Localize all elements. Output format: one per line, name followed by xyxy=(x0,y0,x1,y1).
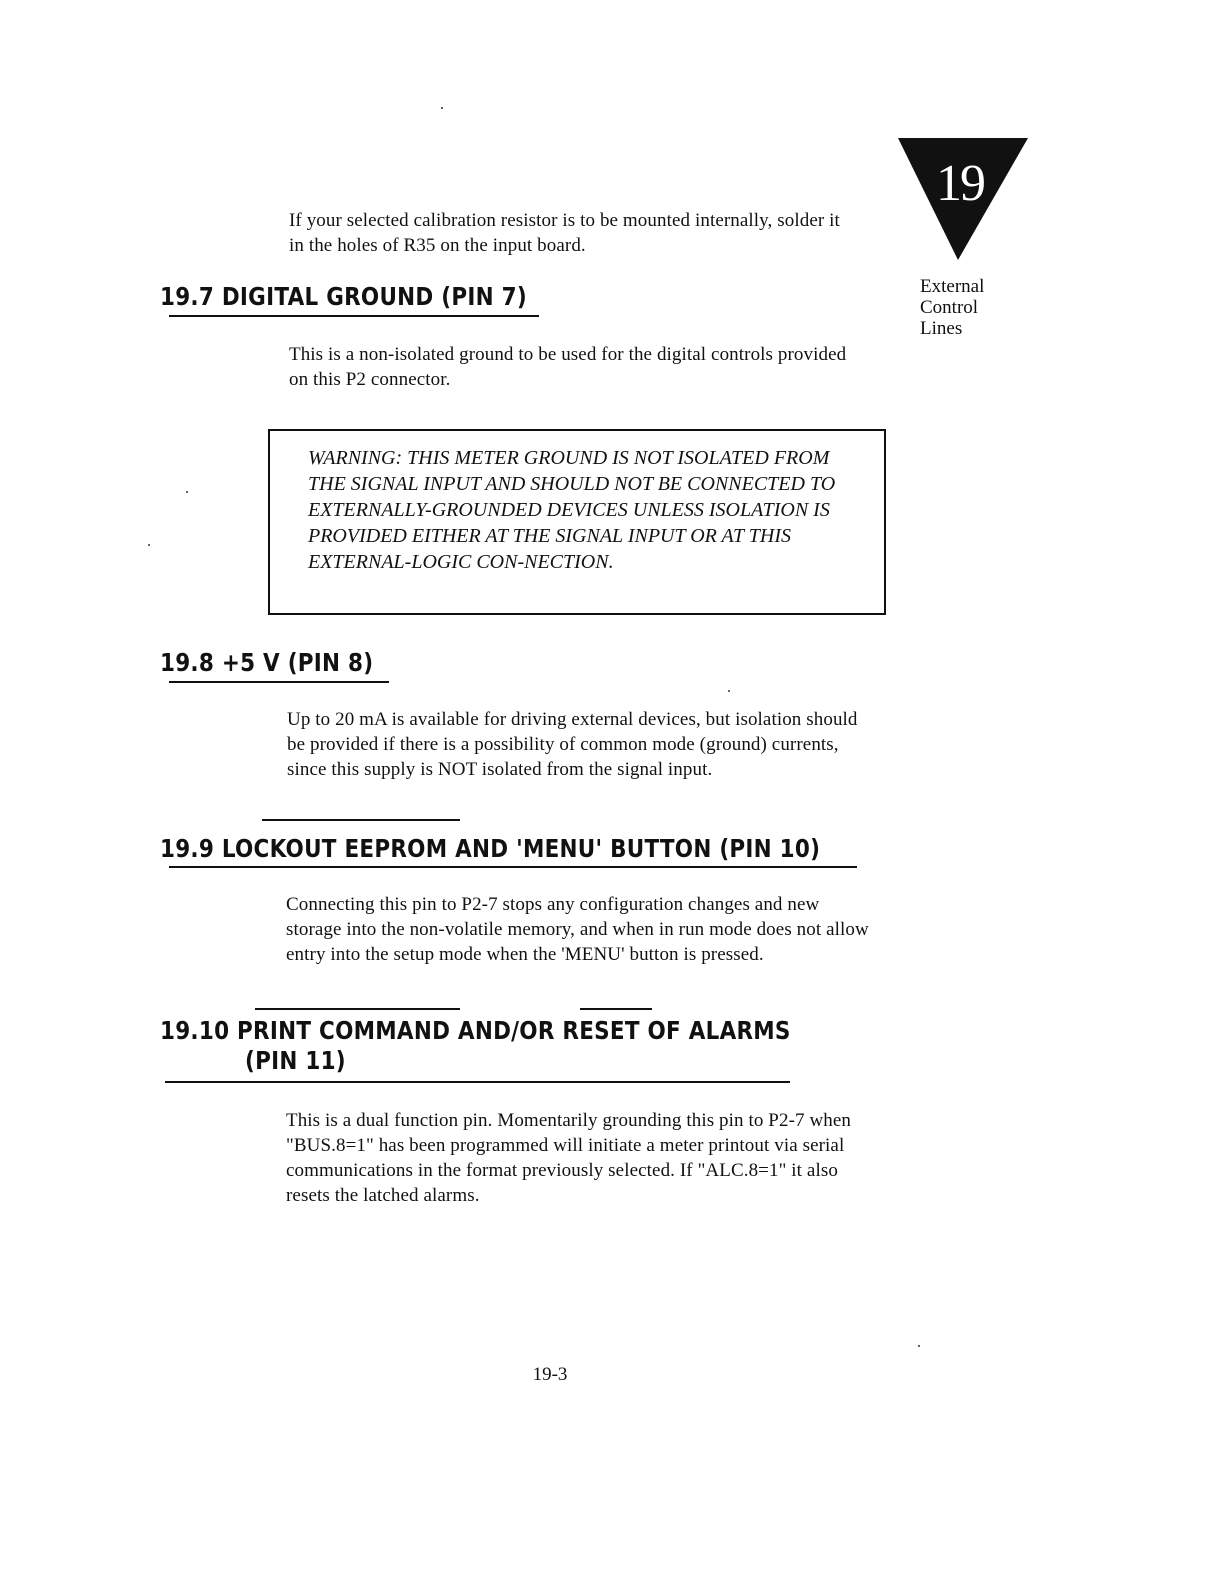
warning-box xyxy=(268,429,886,615)
scan-speck xyxy=(148,544,150,546)
heading-underline xyxy=(165,1081,790,1083)
section-paragraph-19-10: This is a dual function pin. Momentarily grounding this pin to P2-7 when "BUS.8=1" has been programmed will initiate a meter printout via serial communications in the format previously selected. If "ALC.8=1" it also resets the latched alarms. xyxy=(286,1110,852,1206)
section-heading-19-10: 19.10 PRINT COMMAND AND/OR RESET OF ALARMS xyxy=(160,1016,791,1045)
scan-speck xyxy=(728,690,730,692)
chapter-title-line: Control xyxy=(920,297,979,318)
overline-rule xyxy=(580,1008,652,1010)
section-paragraph-19-9: Connecting this pin to P2-7 stops any configuration changes and new storage into the non-volatile memory, and when in run mode does not allow entry into the setup mode when the 'MENU' button is pressed. xyxy=(286,894,869,965)
heading-underline xyxy=(169,681,389,683)
scan-speck xyxy=(918,1345,920,1347)
section-heading-19-7: 19.7 DIGITAL GROUND (PIN 7) xyxy=(160,282,527,311)
scan-speck xyxy=(186,491,188,493)
overline-rule xyxy=(255,1008,460,1010)
intro-paragraph: If your selected calibration resistor is to be mounted internally, solder it in the holes of R35 on the input board. xyxy=(289,210,840,256)
chapter-title-line: Lines xyxy=(920,318,963,339)
warning-text: WARNING: THIS METER GROUND IS NOT ISOLATED FROM THE SIGNAL INPUT AND SHOULD NOT BE CONNECTED TO EXTERNALLY-GROUNDED DEVICES UNLESS ISOLATION IS PROVIDED EITHER AT THE SIGNAL INPUT OR AT THIS EXTERNAL-LOGIC CON-NECTION. xyxy=(308,447,836,573)
heading-underline xyxy=(169,315,539,317)
chapter-badge xyxy=(896,138,1031,260)
overline-rule xyxy=(262,819,460,821)
heading-underline xyxy=(169,866,857,868)
section-heading-19-10-line2: (PIN 11) xyxy=(245,1046,346,1075)
chapter-title-line: External xyxy=(920,276,985,297)
scan-speck xyxy=(441,107,443,109)
section-paragraph-19-7: This is a non-isolated ground to be used for the digital controls provided on this P2 connector. xyxy=(289,344,847,390)
chapter-number: 19 xyxy=(936,155,984,212)
page-number: 19-3 xyxy=(532,1364,568,1385)
section-heading-19-8: 19.8 +5 V (PIN 8) xyxy=(160,648,374,677)
section-heading-19-9: 19.9 LOCKOUT EEPROM AND 'MENU' BUTTON (PIN 10) xyxy=(160,834,821,863)
section-paragraph-19-8: Up to 20 mA is available for driving external devices, but isolation should be provided if there is a possibility of common mode (ground) currents, since this supply is NOT isolated from the signal input. xyxy=(287,709,858,780)
chapter-title xyxy=(920,276,984,339)
